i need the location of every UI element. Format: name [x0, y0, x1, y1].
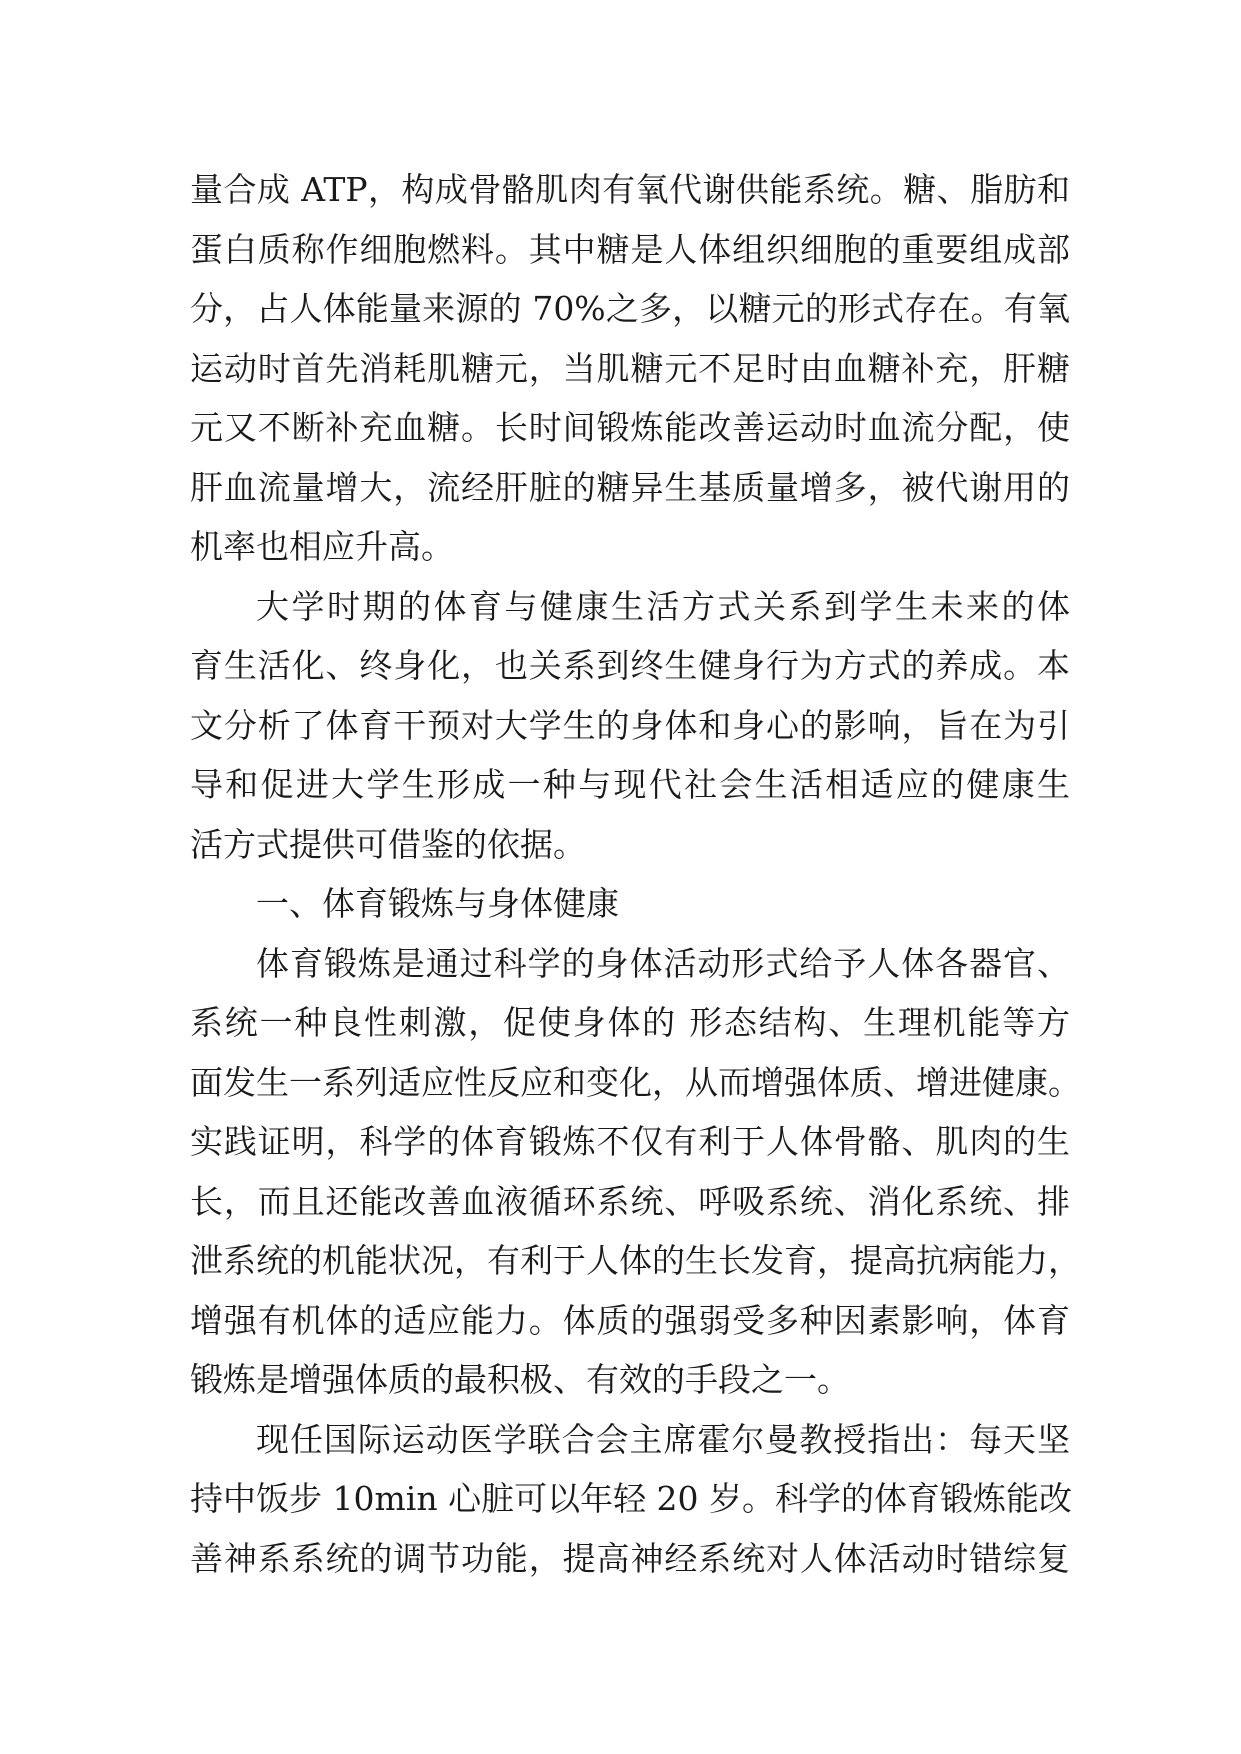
text-line: 系统一种良性刺激，促使身体的 形态结构、生理机能等方 — [190, 1003, 1070, 1042]
text-line: 大学时期的体育与健康生活方式关系到学生未来的体 — [256, 586, 1070, 626]
section-heading-text: 一、体育锻炼与身体健康 — [256, 884, 619, 923]
text-line: 导和促进大学生形成一种与现代社会生活相适应的健康生 — [190, 765, 1070, 804]
section-heading — [190, 874, 1070, 934]
text-line: 体育锻炼是通过科学的身体活动形式给予人体各器官、 — [256, 943, 1070, 983]
text-line: 增强有机体的适应能力。体质的强弱受多种因素影响，体育 — [190, 1300, 1070, 1340]
text-line: 肝血流量增大，流经肝脏的糖异生基质量增多，被代谢用的 — [190, 467, 1070, 507]
text-line: 持中饭步 10min 心脏可以年轻 20 岁。科学的体育锻炼能改 — [190, 1479, 1073, 1518]
text-line: 长，而且还能改善血液循环系统、呼吸系统、消化系统、排 — [190, 1181, 1070, 1221]
text-line: 锻炼是增强体质的最积极、有效的手段之一。 — [190, 1360, 850, 1399]
paragraph-4 — [190, 1410, 1073, 1589]
paragraph-1 — [190, 160, 1070, 577]
text-line: 蛋白质称作细胞燃料。其中糖是人体组织细胞的重要组成部 — [190, 229, 1070, 269]
text-line: 面发生一系列适应性反应和变化，从而增强体质、增进健康。 — [190, 1062, 1081, 1102]
text-line: 泄系统的机能状况，有利于人体的生长发育，提高抗病能力， — [190, 1241, 1081, 1280]
text-line: 现任国际运动医学联合会主席霍尔曼教授指出：每天坚 — [256, 1419, 1070, 1459]
text-line: 分，占人体能量来源的 70%之多，以糖元的形式存在。有氧 — [190, 289, 1070, 328]
paragraph-3 — [190, 934, 1081, 1410]
document-page — [190, 160, 1081, 1588]
text-line: 机率也相应升高。 — [190, 527, 454, 566]
paragraph-2 — [190, 577, 1070, 875]
text-line: 量合成 ATP，构成骨骼肌肉有氧代谢供能系统。糖、脂肪和 — [190, 170, 1070, 209]
text-line: 实践证明，科学的体育锻炼不仅有利于人体骨骼、肌肉的生 — [190, 1122, 1070, 1161]
text-line: 育生活化、终身化，也关系到终生健身行为方式的养成。本 — [190, 646, 1070, 685]
text-line: 运动时首先消耗肌糖元，当肌糖元不足时由血糖补充，肝糖 — [190, 348, 1070, 388]
text-line: 元又不断补充血糖。长时间锻炼能改善运动时血流分配，使 — [190, 408, 1070, 447]
text-line: 活方式提供可借鉴的依据。 — [190, 824, 586, 864]
text-line: 文分析了体育干预对大学生的身体和身心的影响，旨在为引 — [190, 705, 1070, 745]
text-line: 善神系系统的调节功能，提高神经系统对人体活动时错综复 — [190, 1538, 1070, 1578]
